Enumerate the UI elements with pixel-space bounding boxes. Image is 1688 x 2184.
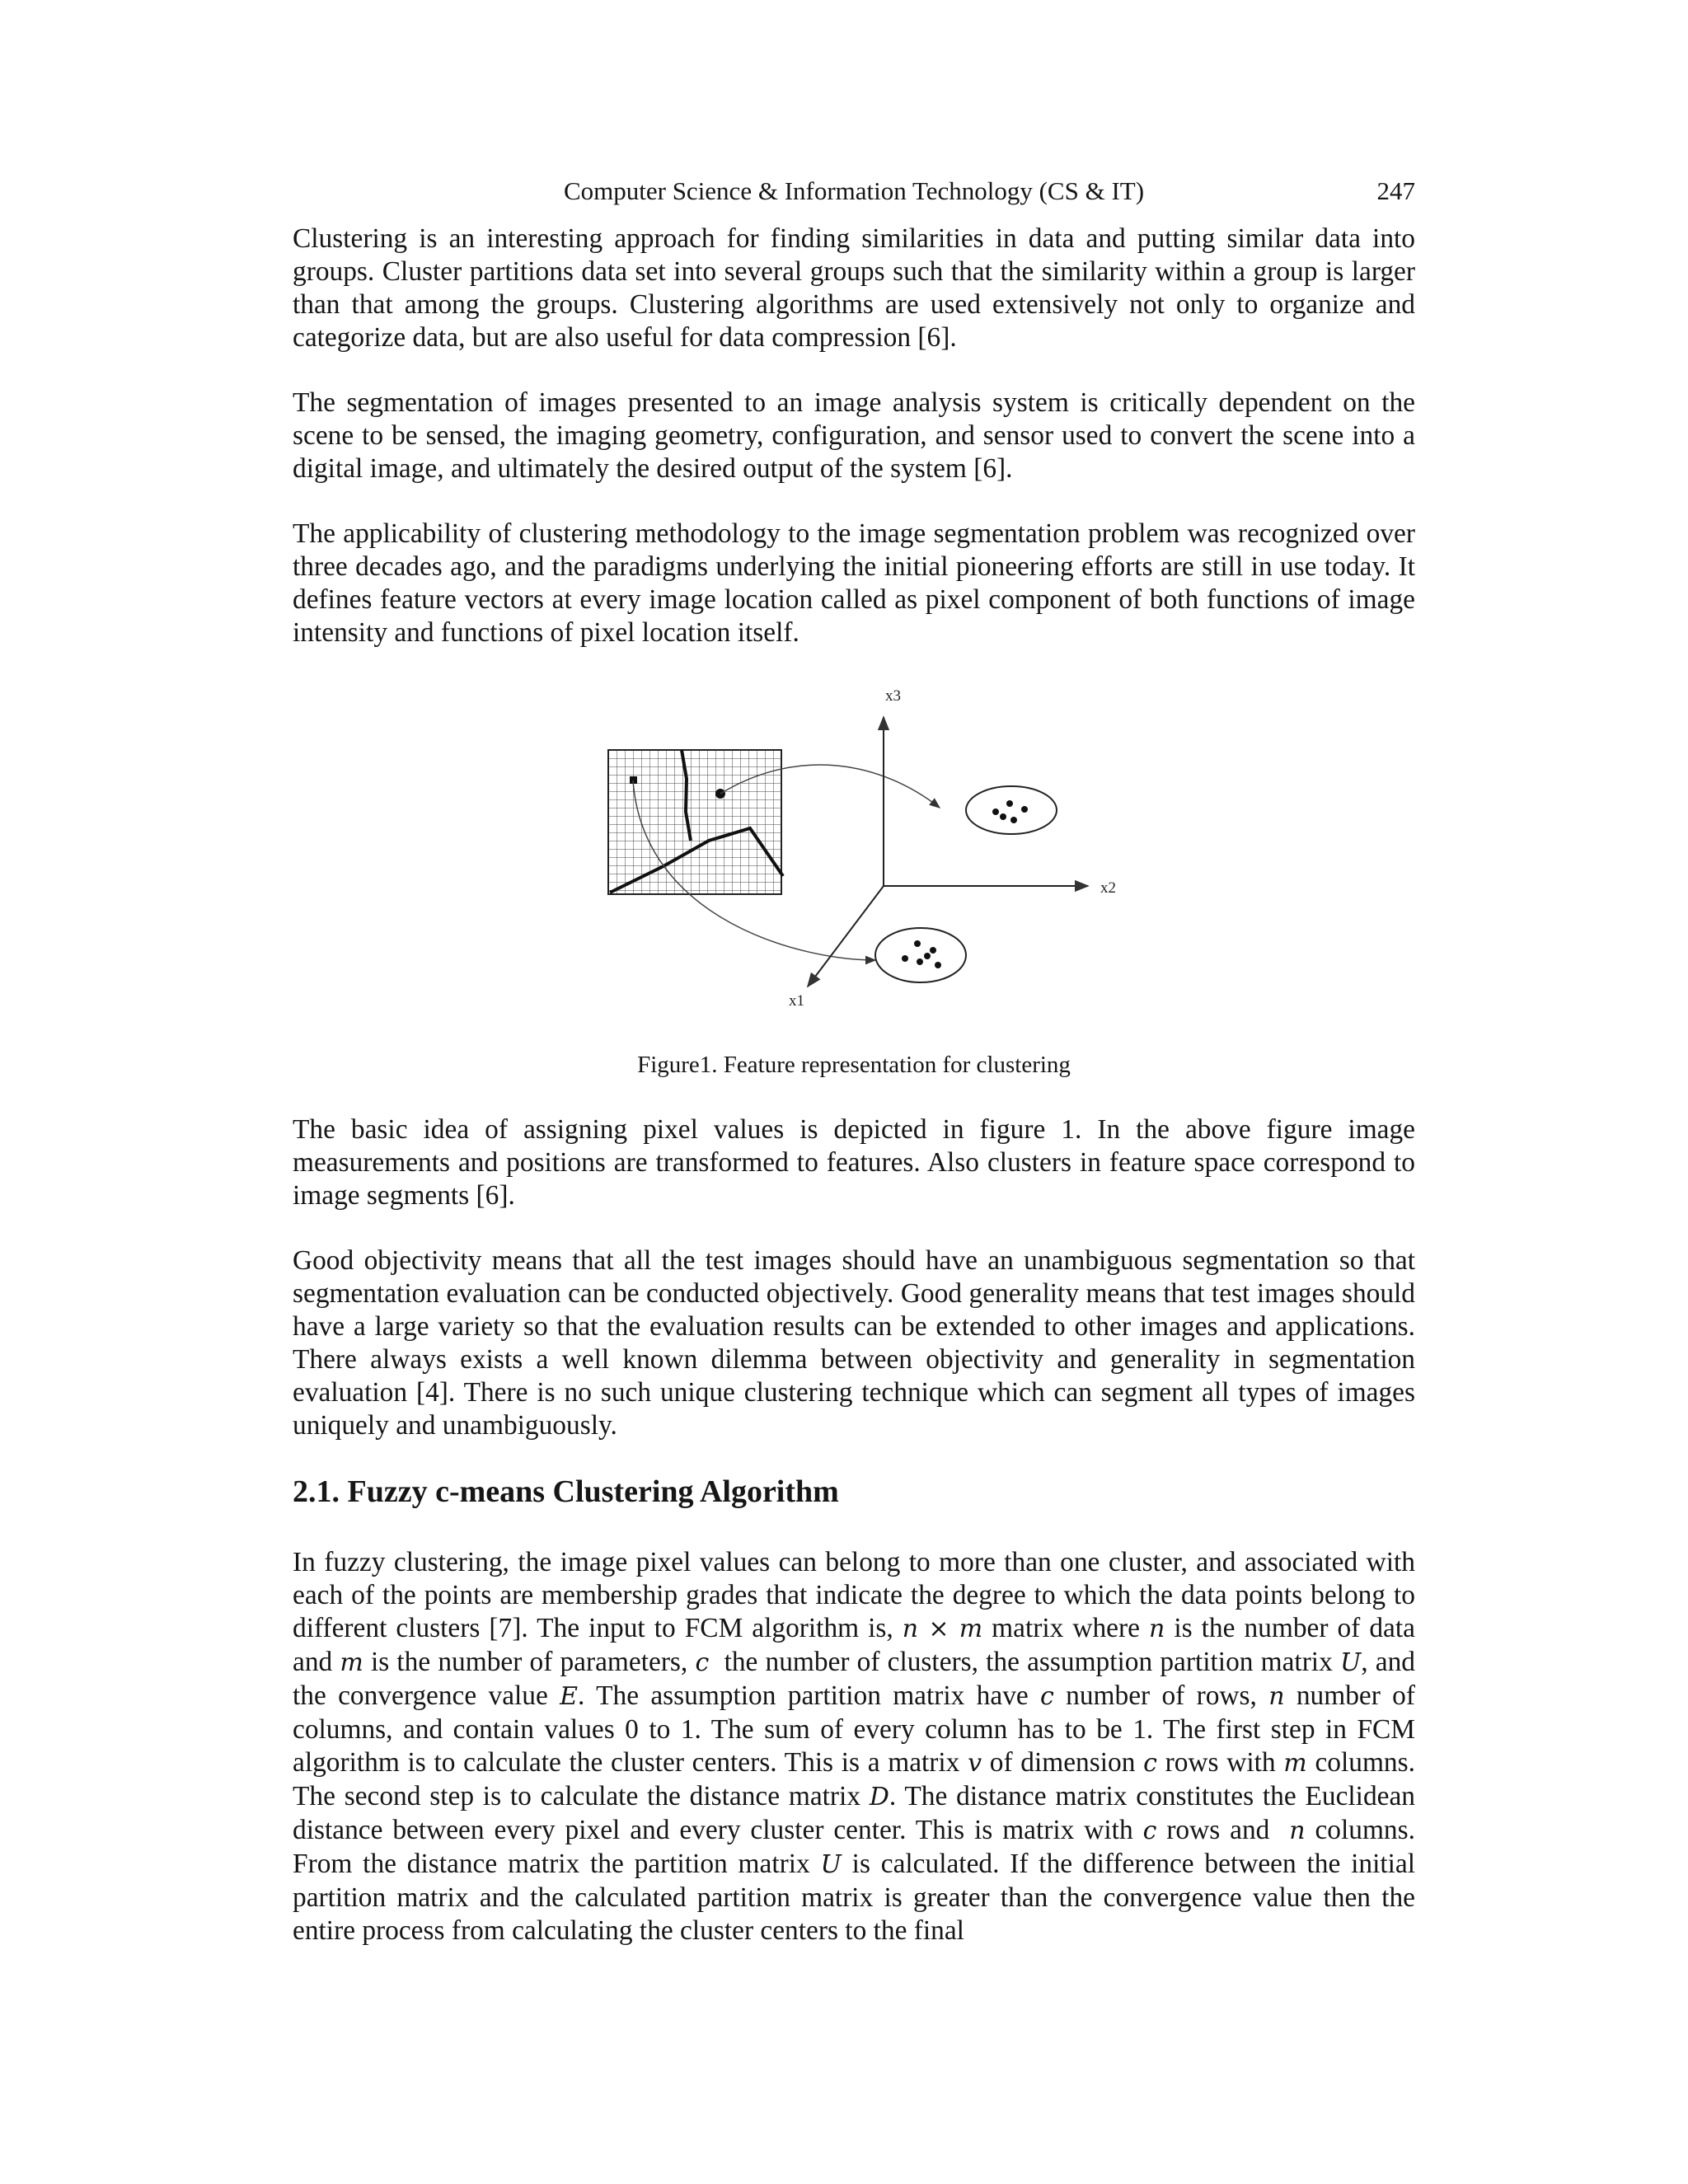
paragraph-applicability: The applicability of clustering methodology to the image segmentation problem was recognized over three decades ago, and the paradigms underlying the initial pioneering efforts are still in use today. It defines feature vectors at every image location called as pixel component of both functions of image intensity and functions of pixel location itself. [293,518,1415,648]
section-heading: 2.1. Fuzzy c-means Clustering Algorithm [293,1474,839,1509]
paragraph-fcm: In fuzzy clustering, the image pixel values can belong to more than one cluster, and associated with each of the points are membership grades that indicate the degree to which the data points belong to different clusters [7]. The input to FCM algorithm is, n × m matrix where n is the number of data and m is the number of parameters, c the number of clusters, the assumption partition matrix U, and the convergence value E. The assumption partition matrix have c number of rows, n number of columns, and contain values 0 to 1. The sum of every column has to be 1. The first step in FCM algorithm is to calculate the cluster centers. This is a matrix v of dimension c rows with m columns. The second step is to calculate the distance matrix D. The distance matrix constitutes the Euclidean distance between every pixel and every cluster center. This is matrix with c rows and n columns. From the distance matrix the partition matrix U is calculated. If the difference between the initial partition matrix and the calculated partition matrix is greater than the convergence value then the entire process from calculating the cluster centers to the final [293,1547,1416,1946]
axis-label-x3: x3 [885,687,901,705]
figure-caption: Figure1. Feature representation for clustering [637,1052,1071,1078]
pixel-grid-image [608,750,783,894]
feature-space-axes [789,687,1116,1010]
axis-label-x1: x1 [789,992,804,1010]
cluster-lower [875,928,966,982]
paragraph-segmentation: The segmentation of images presented to an image analysis system is critically dependent on the scene to be sensed, the imaging geometry, configuration, and sensor used to convert the scene into a digital image, and ultimately the desired output of the system [6]. [293,387,1415,484]
paragraph-objectivity: Good objectivity means that all the test images should have an unambiguous segmentation so that segmentation evaluation can be conducted objectively. Good generality means that test images should have a large variety so that the evaluation results can be extended to other images and applications. There always exists a well known dilemma between objectivity and generality in segmentation evaluation [4]. There is no such unique clustering technique which can segment all types of images uniquely and unambiguously. [293,1245,1415,1441]
axis-label-x2: x2 [1100,879,1116,897]
figure-feature-representation [593,672,1154,1026]
page-number: 247 [1376,176,1415,205]
paragraph-basic-idea: The basic idea of assigning pixel values is depicted in figure 1. In the above figure image measurements and positions are transformed to features. Also clusters in feature space correspond to image segments [6]. [293,1114,1415,1211]
paragraph-clustering-intro: Clustering is an interesting approach for finding similarities in data and putting similar data into groups. Cluster partitions data set into several groups such that the similarity within a group is larger than that among the groups. Clustering algorithms are used extensively not only to organize and categorize data, but are also useful for data compression [6]. [293,223,1415,353]
journal-title: Computer Science & Information Technology (CS & IT) [563,176,1145,205]
cluster-upper [966,786,1057,834]
running-header [293,175,1415,208]
